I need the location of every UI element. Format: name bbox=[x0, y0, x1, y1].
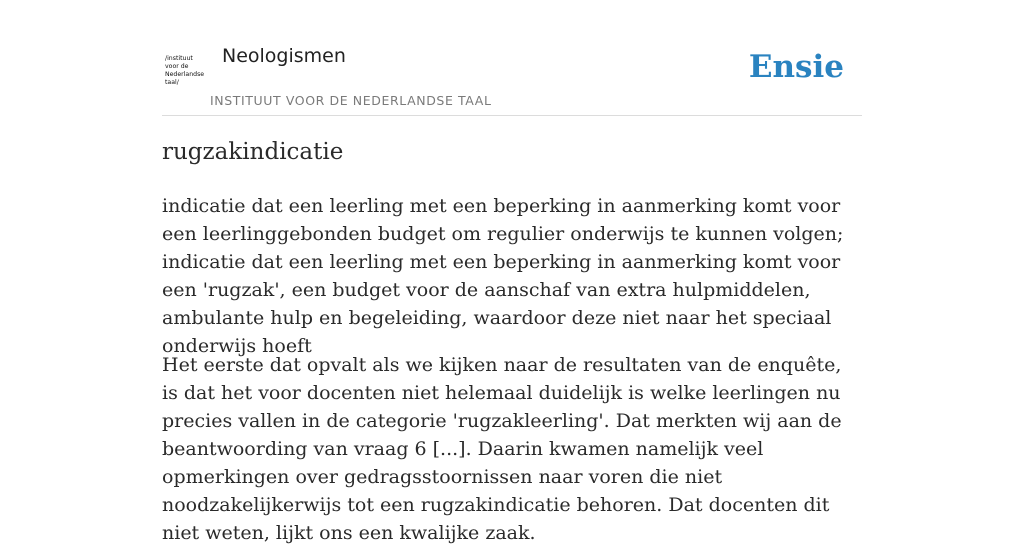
definition-text: indicatie dat een leerling met een beperking in aanmerking komt voor een leerlinggebonden budget om regulier onderwijs te kunnen volgen; indicatie dat een leerling met een beperking in aanmerking komt voor een 'rugzak', een budget voor de aanschaf van extra hulpmiddelen, ambulante hulp en begeleiding, waardoor deze niet naar het speciaal onderwijs hoeft bbox=[162, 195, 844, 357]
logo-line: voor de bbox=[165, 63, 189, 70]
site-subtitle: INSTITUUT VOOR DE NEDERLANDSE TAAL bbox=[210, 93, 492, 108]
logo-line: Nederlandse bbox=[165, 71, 205, 78]
logo-line: /instituut bbox=[165, 55, 193, 62]
ensie-logo[interactable]: Ensie bbox=[748, 49, 844, 85]
institute-logo[interactable] bbox=[165, 55, 209, 91]
page-title: rugzakindicatie bbox=[162, 139, 344, 165]
page-container bbox=[162, 0, 862, 544]
logo-line: taal/ bbox=[165, 79, 179, 86]
site-title[interactable]: Neologismen bbox=[222, 45, 346, 67]
header bbox=[162, 0, 862, 116]
example-quote: Het eerste dat opvalt als we kijken naar de resultaten van de enquête, is dat het voor docenten niet helemaal duidelijk is welke leerlingen nu precies vallen in de categorie 'rugzakleerling'. Dat merkten wij aan de beantwoording van vraag 6 [...]. Daarin kwamen namelijk veel opmerkingen over gedragsstoornissen naar voren die niet noodzakelijkerwijs tot een rugzakindicatie behoren. Dat docenten dit niet weten, lijkt ons een kwalijke zaak. bbox=[162, 354, 842, 544]
